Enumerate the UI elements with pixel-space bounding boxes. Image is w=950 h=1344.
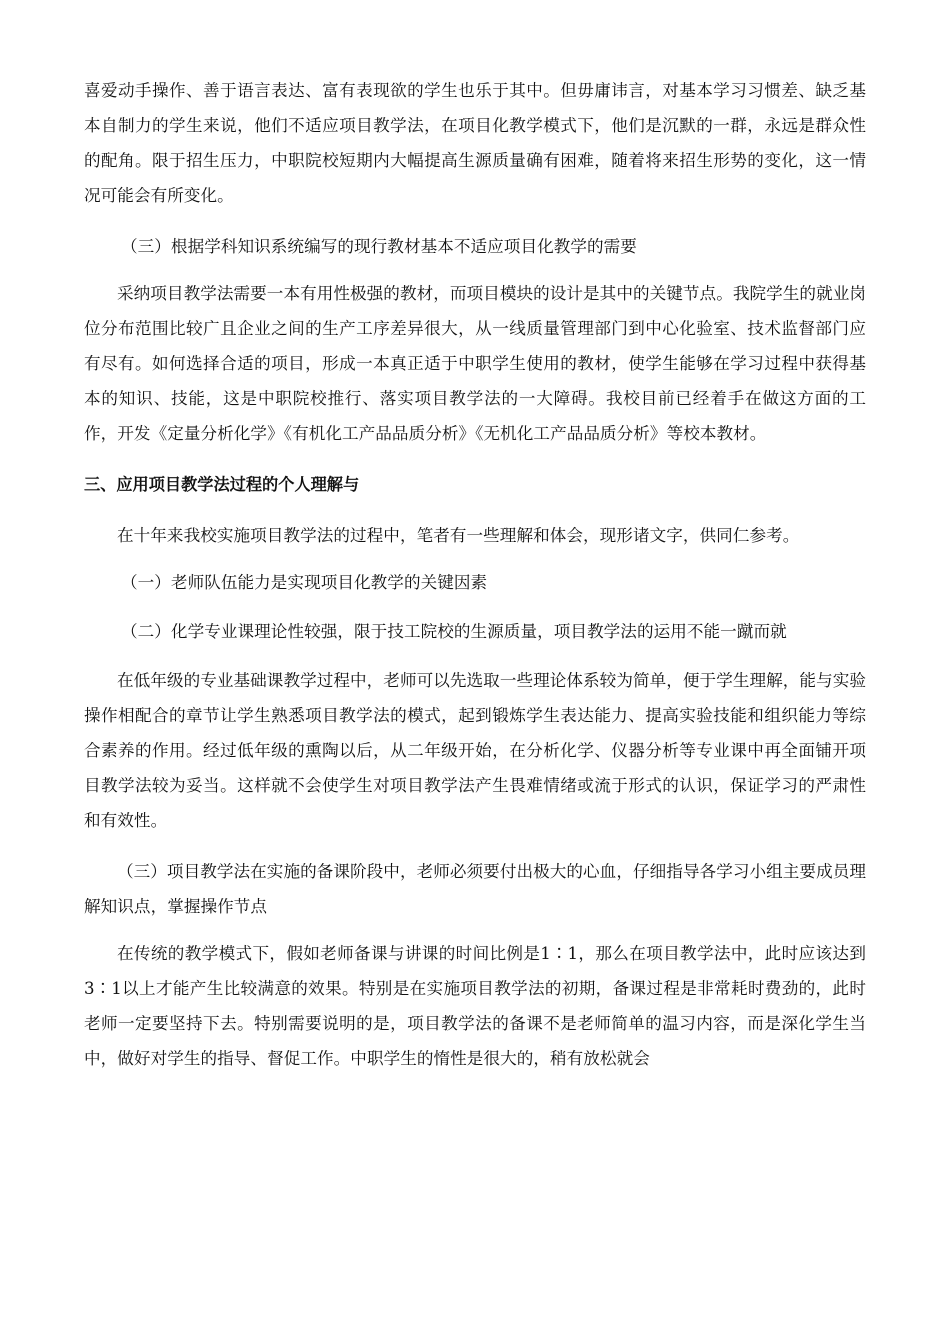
subsection-heading: （一）老师队伍能力是实现项目化教学的关键因素 — [121, 573, 488, 592]
body-paragraph: 在十年来我校实施项目教学法的过程中，笔者有一些理解和体会，现形诸文字，供同仁参考。 — [117, 526, 800, 545]
subsection-heading: （三）项目教学法在实施的备课阶段中，老师必须要付出极大的心血，仔细指导各学习小组主要成员理解知识点，掌握操作节点 — [84, 862, 866, 916]
body-paragraph: 喜爱动手操作、善于语言表达、富有表现欲的学生也乐于其中。但毋庸讳言，对基本学习习惯差、缺乏基本自制力的学生来说，他们不适应项目教学法，在项目化教学模式下，他们是沉默的一群，永远是群众性的配角。限于招生压力，中职院校短期内大幅提高生源质量确有困难，随着将来招生形势的变化，这一情况可能会有所变化。 — [84, 81, 866, 205]
subsection-heading: （三）根据学科知识系统编写的现行教材基本不适应项目化教学的需要 — [121, 237, 637, 256]
body-paragraph: 在低年级的专业基础课教学过程中，老师可以先选取一些理论体系较为简单，便于学生理解，能与实验操作相配合的章节让学生熟悉项目教学法的模式，起到锻炼学生表达能力、提高实验技能和组织能力等综合素养的作用。经过低年级的熏陶以后，从二年级开始，在分析化学、仪器分析等专业课中再全面铺开项目教学法较为妥当。这样就不会使学生对项目教学法产生畏难情绪或流于形式的认识，保证学习的严肃性和有效性。 — [84, 671, 866, 830]
section-heading: 三、应用项目教学法过程的个人理解与 — [84, 475, 360, 494]
document-page — [84, 73, 866, 1092]
body-paragraph: 采纳项目教学法需要一本有用性极强的教材，而项目模块的设计是其中的关键节点。我院学生的就业岗位分布范围比较广且企业之间的生产工序差异很大，从一线质量管理部门到中心化验室、技术监督部门应有尽有。如何选择合适的项目，形成一本真正适于中职学生使用的教材，使学生能够在学习过程中获得基本的知识、技能，这是中职院校推行、落实项目教学法的一大障碍。我校目前已经着手在做这方面的工作，开发《定量分析化学》《有机化工产品品质分析》《无机化工产品品质分析》等校本教材。 — [84, 284, 866, 443]
body-paragraph: 在传统的教学模式下，假如老师备课与讲课的时间比例是1∶1，那么在项目教学法中，此时应该达到3∶1以上才能产生比较满意的效果。特别是在实施项目教学法的初期，备课过程是非常耗时费劲的，此时老师一定要坚持下去。特别需要说明的是，项目教学法的备课不是老师简单的温习内容，而是深化学生当中，做好对学生的指导、督促工作。中职学生的惰性是很大的，稍有放松就会 — [84, 944, 866, 1068]
subsection-heading: （二）化学专业课理论性较强，限于技工院校的生源质量，项目教学法的运用不能一蹴而就 — [121, 622, 787, 641]
